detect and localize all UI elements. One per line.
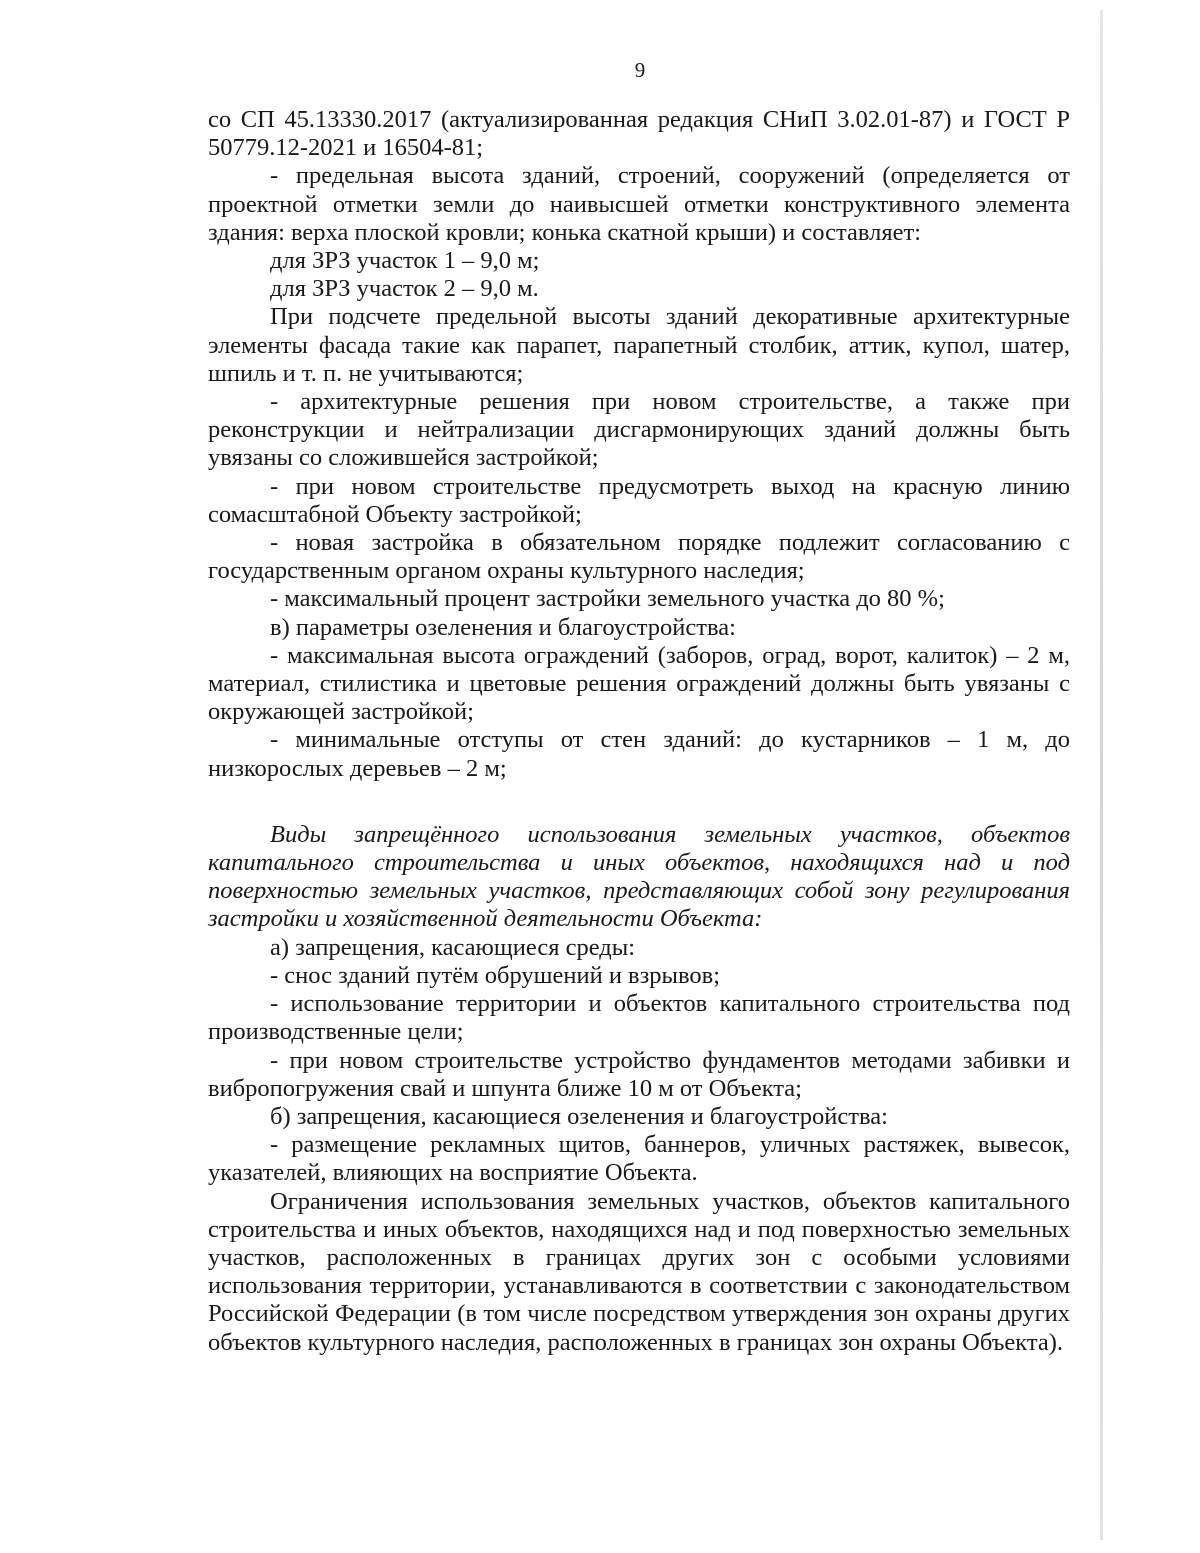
paragraph: - максимальная высота ограждений (заборов, оград, ворот, калиток) – 2 м, материал, стилистика и цветовые решения ограждений должны быть увязаны с окружающей застройкой; <box>208 641 1070 726</box>
paragraph: - предельная высота зданий, строений, сооружений (определяется от проектной отметки земли до наивысшей отметки конструктивного элемента здания: верха плоской кровли; конька скатной крыши) и составляет: <box>208 162 1070 246</box>
paragraph: - использование территории и объектов капитального строительства под производственные цели; <box>208 990 1070 1046</box>
paragraph: - максимальный процент застройки земельного участка до 80 %; <box>270 585 945 613</box>
paragraph: - архитектурные решения при новом строительстве, а также при реконструкции и нейтрализации дисгармонирующих зданий должны быть увязаны со сложившейся застройкой; <box>208 388 1070 472</box>
paragraph: для ЗРЗ участок 1 – 9,0 м; <box>270 247 540 275</box>
page-number: 9 <box>634 58 646 82</box>
paragraph: со СП 45.13330.2017 (актуализированная редакция СНиП 3.02.01-87) и ГОСТ Р 50779.12-2021 и 16504-81; <box>208 106 1070 162</box>
scan-edge-shadow <box>1100 10 1103 1540</box>
paragraph: При подсчете предельной высоты зданий декоративные архитектурные элементы фасада такие как парапет, парапетный столбик, аттик, купол, шатер, шпиль и т. п. не учитываются; <box>208 303 1070 387</box>
paragraph: - при новом строительстве предусмотреть выход на красную линию сомасштабной Объекту застройкой; <box>208 472 1070 528</box>
paragraph: - новая застройка в обязательном порядке подлежит согласованию с государственным органом охраны культурного наследия; <box>208 529 1070 585</box>
paragraph: в) параметры озеленения и благоустройства: <box>270 613 736 641</box>
paragraph: - размещение рекламных щитов, баннеров, уличных растяжек, вывесок, указателей, влияющих на восприятие Объекта. <box>208 1131 1070 1187</box>
paragraph: а) запрещения, касающиеся среды: <box>270 933 635 961</box>
document-body <box>208 106 1070 1357</box>
paragraph: Ограничения использования земельных участков, объектов капитального строительства и иных объектов, находящихся над и под поверхностью земельных участков, расположенных в границах других зон с особыми условиями использования территории, устанавливаются в соответствии с законодательством Российской Федерации (в том числе посредством утверждения зон охраны других объектов культурного наследия, расположенных в границах зон охраны Объекта). <box>208 1187 1070 1356</box>
paragraph: - минимальные отступы от стен зданий: до кустарников – 1 м, до низкорослых деревьев – 2 м; <box>208 726 1070 782</box>
paragraph: - при новом строительстве устройство фундаментов методами забивки и вибропогружения свай и шпунта ближе 10 м от Объекта; <box>208 1046 1070 1102</box>
paragraph: б) запрещения, касающиеся озеленения и благоустройства: <box>270 1102 888 1130</box>
paragraph: - снос зданий путём обрушений и взрывов; <box>270 961 721 989</box>
paragraph: для ЗРЗ участок 2 – 9,0 м. <box>270 275 539 303</box>
section-heading: Виды запрещённого использования земельных участков, объектов капитального строительства и иных объектов, находящихся над и под поверхностью земельных участков, представляющих собой зону регулирования застройки и хозяйственной деятельности Объекта: <box>208 820 1070 933</box>
